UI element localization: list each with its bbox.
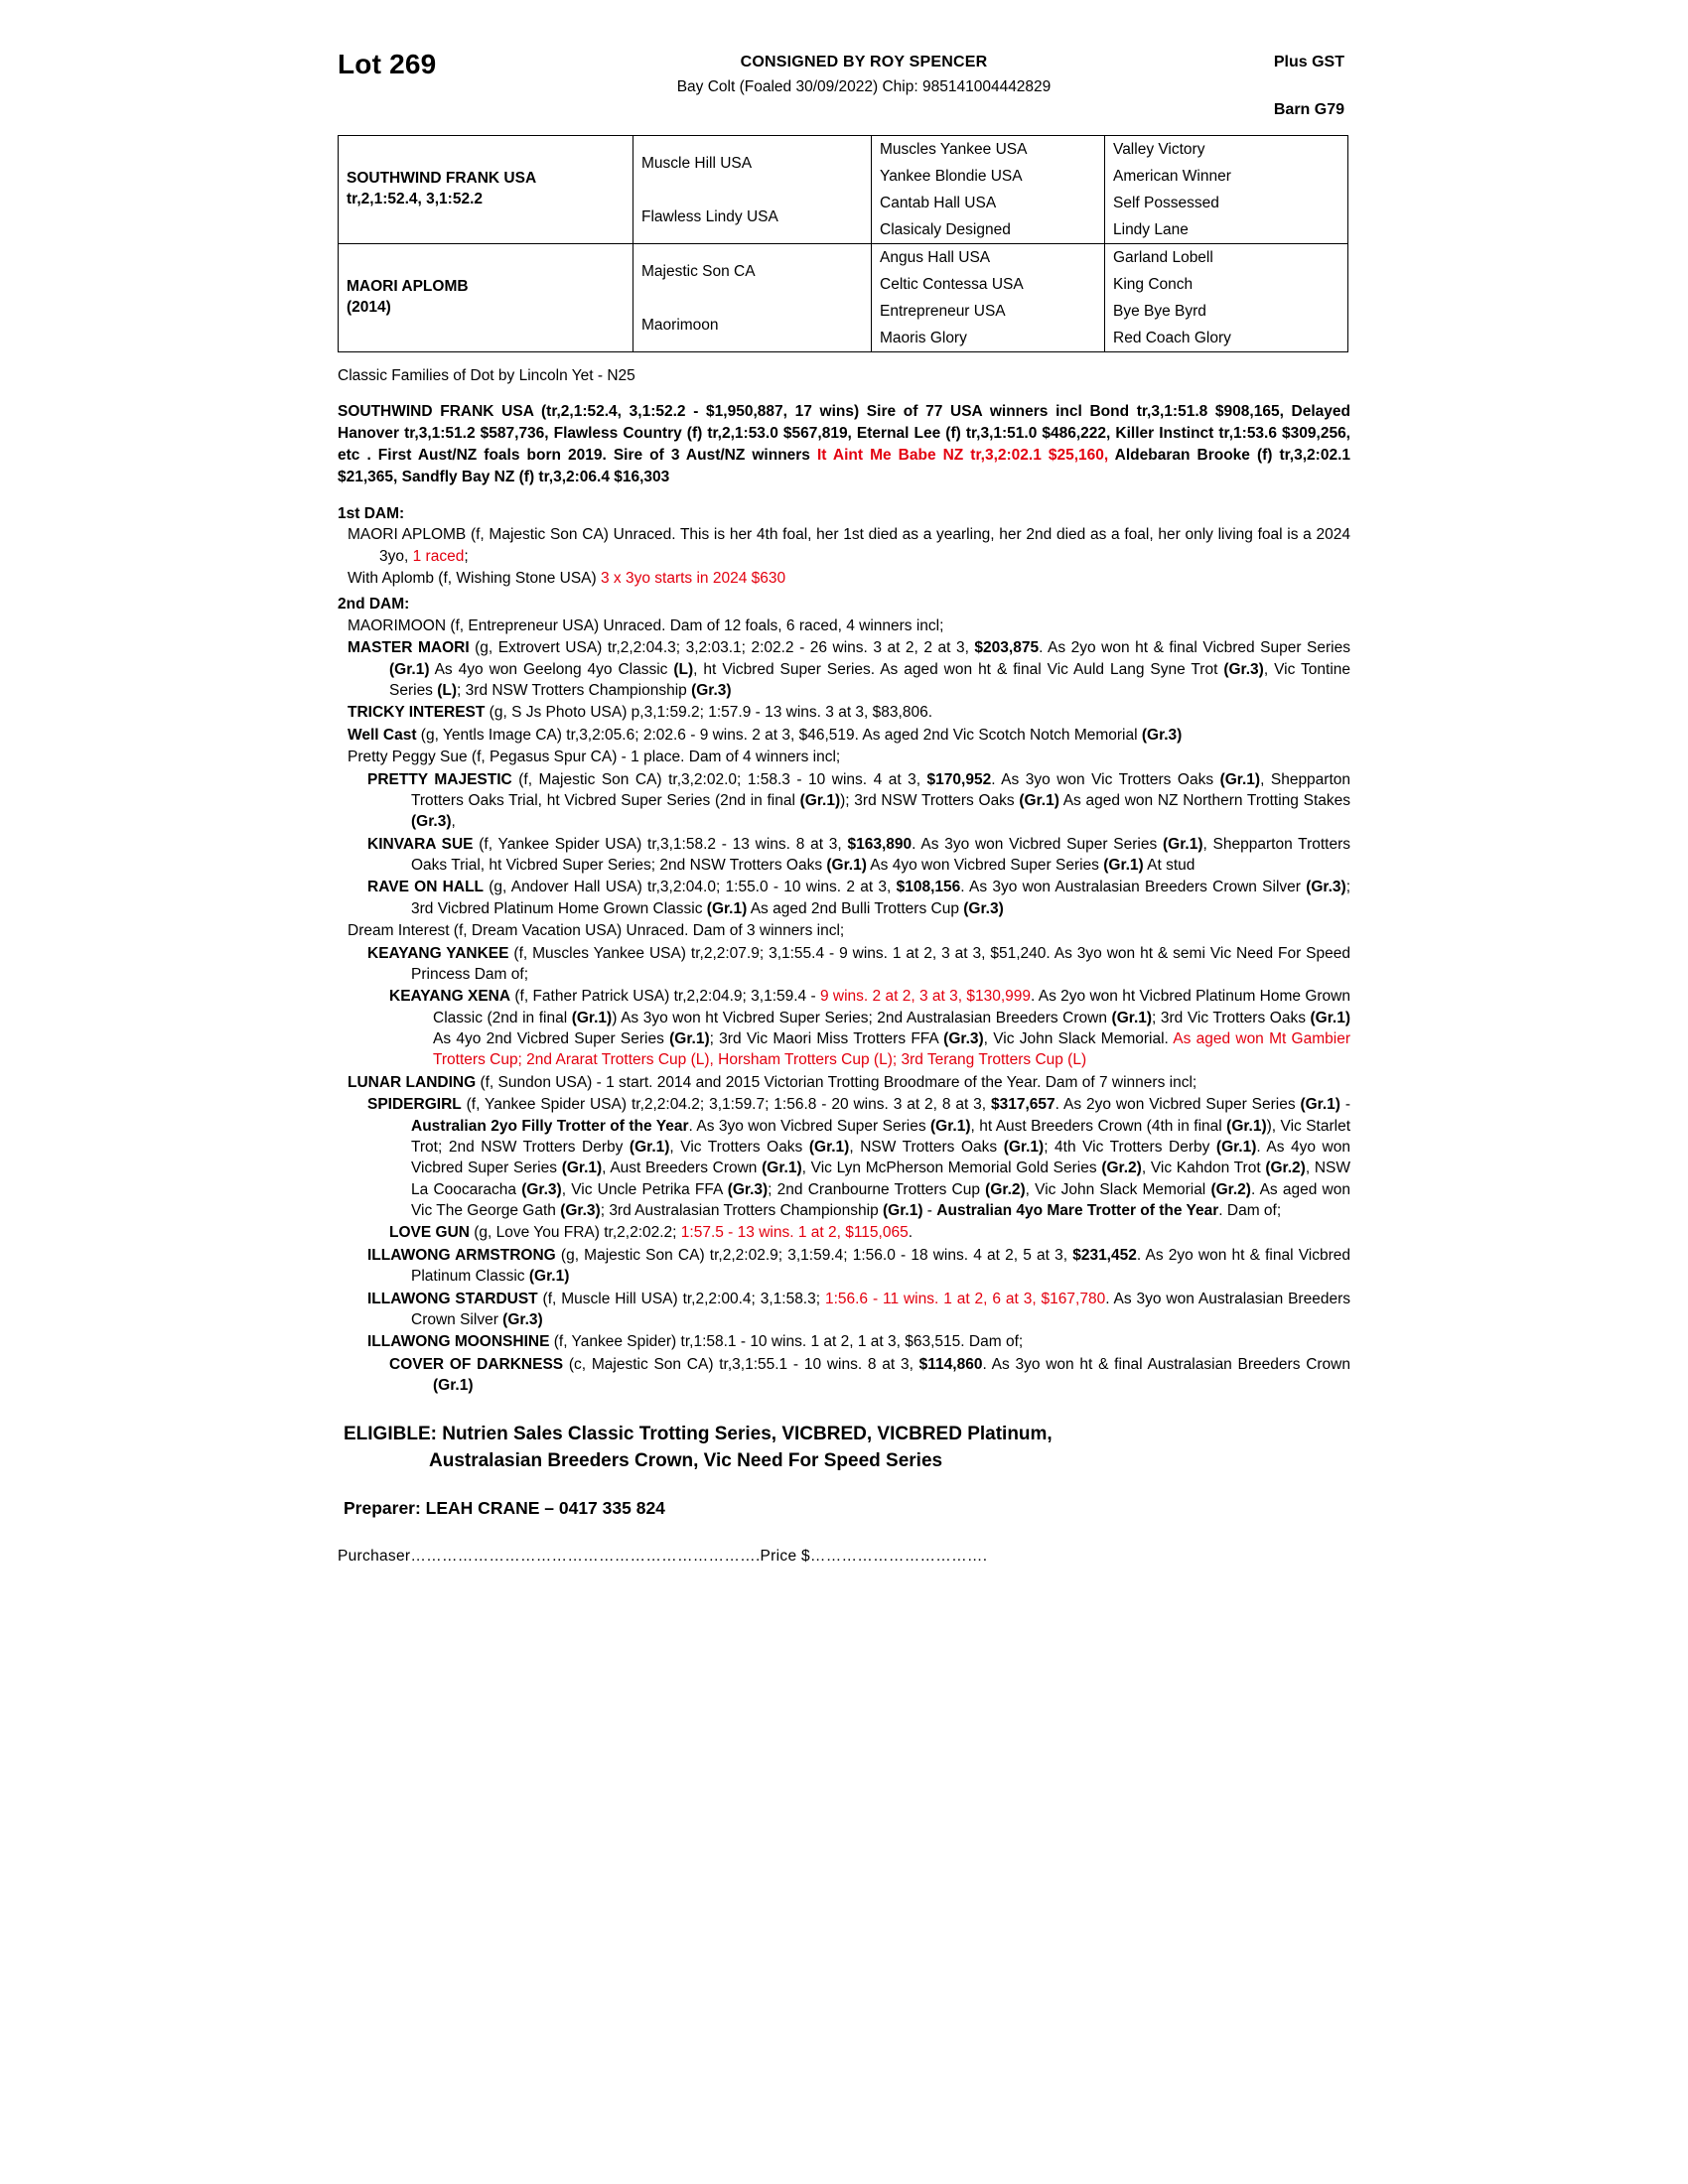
produce-text-rave-on-hall-text_c: ; 3rd Vicbred Platinum Home Grown Classic [411,879,1350,917]
produce-text-spidergirl-text_m: , Vic Kahdon Trot [1141,1160,1266,1177]
produce-grade-spidergirl-bold12: (Gr.2) [1101,1160,1142,1177]
produce-text-keayang-xena-text_e: As 4yo 2nd Vicbred Super Series [433,1030,670,1048]
produce-grade-spidergirl-bold11: (Gr.1) [762,1160,802,1177]
page-header [338,44,1350,135]
first-dam-produce [338,568,1350,589]
barn-label: Barn G79 [1273,101,1344,118]
sire-gen4-1: American Winner [1113,168,1231,185]
dam-gen3-3: Maoris Glory [880,330,967,346]
second-dam-entry: MAORIMOON (f, Entrepreneur USA) Unraced. Dam of 12 foals, 6 raced, 4 winners incl; [348,616,944,634]
produce-text-spidergirl-text_g: , Vic Trotters Oaks [669,1138,809,1156]
produce-name-spidergirl: SPIDERGIRL [367,1096,462,1114]
first-dam-entry [338,524,1350,567]
pedigree-table [338,135,1348,352]
produce-text-spidergirl-text_k: , Aust Breeders Crown [602,1160,763,1177]
pedigree-sire-block [339,136,1347,244]
produce-text-well-cast-text_a: (g, Yentls Image CA) tr,3,2:05.6; 2:02.6 - 9 wins. 2 at 3, $46,519. As aged 2nd Vic Scotch Notch Memorial [416,726,1142,744]
produce-text-master-maori-text_c: As 4yo won Geelong 4yo Classic [429,660,674,678]
produce-name-rave-on-hall: RAVE ON HALL [367,879,485,896]
sire-gen4 [1104,136,1346,243]
produce-text-cover-of-darkness-text_b: . As 3yo won ht & final Australasian Breeders Crown [982,1355,1350,1373]
produce-entry-lunar-landing [338,1072,1350,1093]
with-aplomb-highlight: 3 x 3yo starts in 2024 $630 [600,569,786,587]
produce-entry-illawong-moonshine [338,1331,1350,1352]
dam-name: MAORI APLOMB [347,278,469,296]
plus-gst-label: Plus GST [1273,54,1344,70]
produce-text-dream-interest-text_a: Dream Interest (f, Dream Vacation USA) Unraced. Dam of 3 winners incl; [348,922,845,940]
produce-name-pretty-majestic: PRETTY MAJESTIC [367,770,512,788]
produce-highlight-keayang-xena-red1: 9 wins. 2 at 2, 3 at 3, $130,999 [819,988,1032,1006]
produce-text-kinvara-sue-text_d: As 4yo won Vicbred Super Series [866,857,1104,875]
produce-grade-pretty-majestic-bold5: (Gr.3) [411,813,452,831]
produce-text-rave-on-hall-text_a: (g, Andover Hall USA) tr,3,2:04.0; 1:55.0 - 10 wins. 2 at 3, [484,879,897,896]
produce-grade-kinvara-sue-bold3: (Gr.1) [826,857,867,875]
produce-grade-spidergirl-bold17: (Gr.2) [1210,1180,1251,1198]
produce-text-illawong-stardust-text_a: (f, Muscle Hill USA) tr,2,2:00.4; 3,1:58.3; [537,1290,825,1307]
sire-summary-paragraph [338,401,1350,488]
produce-text-spidergirl-text_a: (f, Yankee Spider USA) tr,2,2:04.2; 3,1:59.7; 1:56.8 - 20 wins. 3 at 2, 8 at 3, [461,1096,992,1114]
produce-grade-master-maori-bold3: (L) [673,660,694,678]
lot-number: Lot 269 [338,49,437,79]
produce-grade-kinvara-sue-bold2: (Gr.1) [1163,835,1203,853]
first-dam-text-a: MAORI APLOMB (f, Majestic Son CA) Unraced. This is her 4th foal, her 1st died as a yearling, her 2nd died as a foal, her only living foal is a 2024 3yo, [348,526,1350,565]
produce-grade-spidergirl-bold15: (Gr.3) [727,1180,769,1198]
produce-grade-rave-on-hall-bold2: (Gr.3) [1306,879,1346,896]
produce-text-illawong-armstrong-text_a: (g, Majestic Son CA) tr,2,2:02.9; 3,1:59.4; 1:56.0 - 18 wins. 4 at 2, 5 at 3, [555,1246,1073,1264]
sire-gen3 [871,136,1104,243]
first-dam-highlight: 1 raced [412,547,465,565]
sire-gen3-0: Muscles Yankee USA [880,141,1028,158]
produce-text-spidergirl-text_n: , NSW La Coocaracha [411,1160,1350,1198]
produce-grade-spidergirl-bold16: (Gr.2) [985,1180,1026,1198]
produce-grade-cover-of-darkness-bold1: $114,860 [918,1355,983,1373]
produce-text-pretty-majestic-text_c: , Shepparton Trotters Oaks Trial, ht Vicbred Super Series (2nd in final [411,770,1351,809]
produce-grade-spidergirl-bold18: (Gr.3) [560,1202,601,1220]
produce-text-spidergirl-text_o: , Vic Uncle Petrika FFA [561,1180,728,1198]
produce-entry-pretty-peggy-sue [338,747,1350,767]
produce-text-spidergirl-text_l: , Vic Lyn McPherson Memorial Gold Series [801,1160,1102,1177]
produce-text-master-maori-text_a: (g, Extrovert USA) tr,2,2:04.3; 3,2:03.1; 2:02.2 - 26 wins. 3 at 2, 2 at 3, [469,639,975,657]
produce-text-spidergirl-text_t: - [922,1202,937,1220]
produce-grade-master-maori-bold4: (Gr.3) [1223,660,1264,678]
produce-grade-spidergirl-bold6: (Gr.1) [629,1138,670,1156]
produce-text-spidergirl-text_b: . As 2yo won Vicbred Super Series [1055,1096,1301,1114]
catalogue-sheet [338,44,1350,1567]
produce-entry-master-maori [338,637,1350,701]
produce-text-keayang-xena-text_b: . As 2yo won ht Vicbred Platinum Home Grown Classic (2nd in final [433,988,1350,1026]
produce-grade-spidergirl-bold9: (Gr.1) [1215,1138,1257,1156]
produce-text-keayang-yankee-text_a: (f, Muscles Yankee USA) tr,2,2:07.9; 3,1:55.4 - 9 wins. 1 at 2, 3 at 3, $51,240. As 3yo won ht & semi Vic Need For Speed Princess Dam of; [411,944,1350,983]
dam-gen4-1: King Conch [1113,276,1194,293]
consignor-line: CONSIGNED BY ROY SPENCER [740,54,988,70]
dam-gen4-3: Red Coach Glory [1113,330,1231,346]
produce-text-spidergirl-text_f: ), Vic Starlet Trot; 2nd NSW Trotters Derby [411,1117,1351,1156]
produce-grade-spidergirl-bold4: (Gr.1) [930,1117,971,1135]
produce-grade-keayang-xena-bold5: (Gr.1) [669,1030,710,1048]
produce-text-spidergirl-text_q: , Vic John Slack Memorial [1025,1180,1211,1198]
produce-grade-spidergirl-bold5: (Gr.1) [1226,1117,1267,1135]
produce-grade-master-maori-bold2: (Gr.1) [389,660,430,678]
sire-summary-highlight: It Aint Me Babe NZ tr,3,2:02.1 $25,160, [816,446,1109,464]
first-dam-heading: 1st DAM: [338,504,405,522]
produce-list [338,637,1350,1396]
produce-text-pretty-majestic-text_f: , [451,813,456,831]
dam-year: (2014) [347,299,391,316]
produce-text-master-maori-text_f: ; 3rd NSW Trotters Championship [457,682,692,700]
produce-grade-illawong-armstrong-bold1: $231,452 [1072,1246,1137,1264]
sire-record: tr,2,1:52.4, 3,1:52.2 [347,191,484,207]
produce-text-spidergirl-text_d: . As 3yo won Vicbred Super Series [688,1117,930,1135]
produce-grade-pretty-majestic-bold2: (Gr.1) [1219,770,1261,788]
produce-text-spidergirl-text_e: , ht Aust Breeders Crown (4th in final [970,1117,1227,1135]
sire-gen4-0: Valley Victory [1113,141,1205,158]
sire-gen2 [633,136,871,243]
produce-grade-spidergirl-bold1: $317,657 [991,1096,1055,1114]
produce-highlight-keayang-xena-red2: As aged won Mt Gambier Trotters Cup; 2nd Ararat Trotters Cup (L), Horsham Trotters Cup (L); 3rd Terang Trotters Cup (L) [433,1030,1350,1069]
produce-entry-illawong-armstrong [338,1245,1350,1288]
produce-name-illawong-stardust: ILLAWONG STARDUST [367,1290,538,1307]
produce-entry-well-cast [338,725,1350,746]
produce-text-spidergirl-text_h: , NSW Trotters Oaks [849,1138,1004,1156]
produce-grade-kinvara-sue-bold1: $163,890 [847,835,913,853]
produce-text-cover-of-darkness-text_a: (c, Majestic Son CA) tr,3,1:55.1 - 10 wins. 8 at 3, [563,1355,919,1373]
produce-text-rave-on-hall-text_d: As aged 2nd Bulli Trotters Cup [747,899,964,917]
dam-gen4-2: Bye Bye Byrd [1113,303,1206,320]
dam-gen3 [871,244,1104,351]
produce-text-spidergirl-text_c: - [1339,1096,1351,1114]
produce-grade-spidergirl-bold8: (Gr.1) [1003,1138,1045,1156]
first-dam-text-b: ; [464,547,469,565]
produce-grade-keayang-xena-bold3: (Gr.1) [1111,1009,1153,1026]
produce-text-kinvara-sue-text_b: . As 3yo won Vicbred Super Series [912,835,1163,853]
produce-text-pretty-peggy-sue-text_a: Pretty Peggy Sue (f, Pegasus Spur CA) - 1 place. Dam of 4 winners incl; [348,749,841,766]
produce-entry-dream-interest [338,920,1350,941]
produce-name-illawong-moonshine: ILLAWONG MOONSHINE [367,1333,550,1351]
with-aplomb-text: With Aplomb (f, Wishing Stone USA) [348,569,601,587]
produce-text-kinvara-sue-text_a: (f, Yankee Spider USA) tr,3,1:58.2 - 13 wins. 8 at 3, [473,835,848,853]
produce-name-love-gun: LOVE GUN [389,1224,470,1242]
produce-text-pretty-majestic-text_e: As aged won NZ Northern Trotting Stakes [1058,791,1350,809]
produce-text-master-maori-text_b: . As 2yo won ht & final Vicbred Super Series [1039,639,1350,657]
produce-entry-love-gun [338,1222,1350,1243]
produce-text-spidergirl-text_p: ; 2nd Cranbourne Trotters Cup [768,1180,986,1198]
produce-text-illawong-armstrong-text_b: . As 2yo won ht & final Vicbred Platinum Classic [411,1246,1351,1286]
dam-gen2-1: Maorimoon [641,316,719,334]
produce-name-keayang-yankee: KEAYANG YANKEE [367,944,509,962]
eligible-block [338,1422,1350,1475]
dam-cell [339,244,633,351]
eligible-line-2: Australasian Breeders Crown, Vic Need For Speed Series [429,1450,943,1472]
produce-grade-spidergirl-bold7: (Gr.1) [808,1138,850,1156]
sire-summary-part2: Aldebaran Brooke (f) tr,3,2:02.1 $21,365, Sandfly Bay NZ (f) tr,3,2:06.4 $16,303 [338,446,1350,485]
produce-grade-pretty-majestic-bold3: (Gr.1) [799,791,841,809]
produce-name-lunar-landing: LUNAR LANDING [348,1073,477,1091]
produce-highlight-love-gun-red1: 1:57.5 - 13 wins. 1 at 2, $115,065 [680,1224,909,1242]
produce-entry-keayang-yankee [338,943,1350,986]
produce-text-kinvara-sue-text_e: At stud [1143,857,1196,875]
produce-grade-rave-on-hall-bold4: (Gr.3) [963,899,1004,917]
produce-entry-kinvara-sue [338,834,1350,877]
produce-text-illawong-stardust-text_b: . As 3yo won Australasian Breeders Crown Silver [411,1290,1350,1328]
produce-name-cover-of-darkness: COVER OF DARKNESS [389,1355,564,1373]
produce-grade-master-maori-bold5: (L) [437,682,458,700]
foaling-details: Bay Colt (Foaled 30/09/2022) Chip: 985141004442829 [676,78,1052,95]
dam-gen2 [633,244,871,351]
produce-text-love-gun-text_b: . [908,1224,914,1242]
produce-grade-rave-on-hall-bold3: (Gr.1) [706,899,748,917]
produce-text-lunar-landing-text_a: (f, Sundon USA) - 1 start. 2014 and 2015 Victorian Trotting Broodmare of the Year. Dam of 7 winners incl; [476,1073,1197,1091]
produce-entry-cover-of-darkness [338,1354,1350,1397]
produce-name-kinvara-sue: KINVARA SUE [367,835,474,853]
produce-grade-cover-of-darkness-bold2: (Gr.1) [433,1377,474,1395]
produce-text-illawong-moonshine-text_a: (f, Yankee Spider) tr,1:58.1 - 10 wins. 1 at 2, 1 at 3, $63,515. Dam of; [549,1333,1024,1351]
produce-name-illawong-armstrong: ILLAWONG ARMSTRONG [367,1246,556,1264]
produce-text-master-maori-text_d: , ht Vicbred Super Series. As aged won ht & final Vic Auld Lang Syne Trot [693,660,1224,678]
produce-grade-spidergirl-bold19: (Gr.1) [883,1202,923,1220]
produce-text-keayang-xena-text_f: ; 3rd Vic Maori Miss Trotters FFA [709,1030,944,1048]
produce-grade-spidergirl-bold3: Australian 2yo Filly Trotter of the Year [411,1117,689,1135]
sire-gen4-2: Self Possessed [1113,195,1219,211]
produce-grade-master-maori-bold1: $203,875 [974,639,1040,657]
produce-grade-spidergirl-bold13: (Gr.2) [1265,1160,1306,1177]
preparer-line: Preparer: LEAH CRANE – 0417 335 824 [344,1498,665,1519]
produce-grade-pretty-majestic-bold4: (Gr.1) [1019,791,1059,809]
produce-grade-pretty-majestic-bold1: $170,952 [926,770,992,788]
produce-text-tricky-interest-text_a: (g, S Js Photo USA) p,3,1:59.2; 1:57.9 - 13 wins. 3 at 3, $83,806. [485,704,933,722]
produce-text-pretty-majestic-text_b: . As 3yo won Vic Trotters Oaks [991,770,1220,788]
produce-grade-spidergirl-bold10: (Gr.1) [561,1160,603,1177]
produce-grade-master-maori-bold6: (Gr.3) [691,682,732,700]
purchaser-line: Purchaser………………………………………………………….Price $……………………………. [338,1547,988,1565]
produce-text-rave-on-hall-text_b: . As 3yo won Australasian Breeders Crown Silver [960,879,1307,896]
produce-entry-rave-on-hall [338,877,1350,919]
produce-text-keayang-xena-text_c: ) As 3yo won ht Vicbred Super Series; 2nd Australasian Breeders Crown [612,1009,1112,1026]
sire-cell [339,136,633,243]
produce-grade-illawong-stardust-bold2: (Gr.3) [502,1310,543,1328]
produce-text-spidergirl-text_s: ; 3rd Australasian Trotters Championship [600,1202,884,1220]
produce-grade-illawong-armstrong-bold2: (Gr.1) [528,1268,570,1286]
pedigree-dam-block [339,244,1347,351]
produce-grade-spidergirl-bold14: (Gr.3) [521,1180,562,1198]
produce-entry-keayang-xena [338,986,1350,1071]
sire-gen3-2: Cantab Hall USA [880,195,997,211]
produce-grade-well-cast-bold1: (Gr.3) [1141,726,1183,744]
dam-gen4 [1104,244,1346,351]
dam-gen3-0: Angus Hall USA [880,249,991,266]
produce-grade-rave-on-hall-bold1: $108,156 [896,879,961,896]
sire-gen4-3: Lindy Lane [1113,221,1189,238]
produce-entry-spidergirl [338,1094,1350,1221]
dam-gen3-2: Entrepreneur USA [880,303,1006,320]
produce-text-pretty-majestic-text_d: ); 3rd NSW Trotters Oaks [840,791,1020,809]
sire-summary-part1: SOUTHWIND FRANK USA (tr,2,1:52.4, 3,1:52.2 - $1,950,887, 17 wins) Sire of 77 USA winners incl Bond tr,3,1:51.8 $908,165, Delayed Hanover tr,3,1:51.2 $587,736, Flawless Country (f) tr,2,1:53.0 $567,819, Eternal Lee (f) tr,3,1:51.0 $486,222, Killer Instinct tr,1:53.6 $309,256, etc . First Aust/NZ foals born 2019. Sire of 3 Aust/NZ winners [338,402,1350,464]
produce-entry-pretty-majestic [338,769,1350,833]
produce-text-keayang-xena-text_g: , Vic John Slack Memorial. [983,1030,1174,1048]
produce-text-keayang-xena-text_a: (f, Father Patrick USA) tr,2,2:04.9; 3,1:59.4 - [510,988,820,1006]
produce-name-master-maori: MASTER MAORI [348,639,470,657]
produce-grade-keayang-xena-bold2: (Gr.1) [571,1009,613,1026]
produce-name-keayang-xena: KEAYANG XENA [389,988,511,1006]
sire-gen2-1: Flawless Lindy USA [641,207,778,225]
sire-name: SOUTHWIND FRANK USA [347,170,537,188]
produce-grade-spidergirl-bold20: Australian 4yo Mare Trotter of the Year [936,1202,1219,1220]
produce-text-spidergirl-text_u: . Dam of; [1218,1202,1282,1220]
second-dam-heading: 2nd DAM: [338,596,410,614]
produce-grade-kinvara-sue-bold4: (Gr.1) [1103,857,1144,875]
produce-grade-keayang-xena-bold6: (Gr.3) [943,1030,984,1048]
produce-entry-tricky-interest [338,702,1350,723]
produce-text-master-maori-text_e: , Vic Tontine Series [389,660,1350,700]
produce-text-spidergirl-text_r: . As aged won Vic The George Gath [411,1180,1350,1220]
produce-highlight-illawong-stardust-red1: 1:56.6 - 11 wins. 1 at 2, 6 at 3, $167,780 [824,1290,1106,1307]
produce-grade-keayang-xena-bold4: (Gr.1) [1310,1009,1350,1026]
dam-gen3-1: Celtic Contessa USA [880,276,1024,293]
eligible-line-1: ELIGIBLE: Nutrien Sales Classic Trotting Series, VICBRED, VICBRED Platinum, [344,1424,1053,1445]
produce-text-pretty-majestic-text_a: (f, Majestic Son CA) tr,3,2:02.0; 1:58.3 - 10 wins. 4 at 3, [511,770,927,788]
dam-gen4-0: Garland Lobell [1113,249,1213,266]
produce-name-tricky-interest: TRICKY INTEREST [348,704,486,722]
produce-text-kinvara-sue-text_c: , Shepparton Trotters Oaks Trial, ht Vicbred Super Series; 2nd NSW Trotters Oaks [411,835,1350,875]
dam-gen2-0: Majestic Son CA [641,262,756,280]
sire-gen3-3: Clasicaly Designed [880,221,1011,238]
produce-text-keayang-xena-text_d: ; 3rd Vic Trotters Oaks [1152,1009,1311,1026]
produce-text-spidergirl-text_j: . As 4yo won Vicbred Super Series [411,1138,1350,1177]
produce-text-spidergirl-text_i: ; 4th Vic Trotters Derby [1044,1138,1216,1156]
sire-gen3-1: Yankee Blondie USA [880,168,1023,185]
produce-grade-spidergirl-bold2: (Gr.1) [1300,1096,1340,1114]
sire-gen2-0: Muscle Hill USA [641,154,753,172]
produce-text-love-gun-text_a: (g, Love You FRA) tr,2,2:02.2; [469,1224,681,1242]
produce-entry-illawong-stardust [338,1289,1350,1331]
classic-families-line: Classic Families of Dot by Lincoln Yet - N25 [338,367,635,384]
produce-name-well-cast: Well Cast [348,726,417,744]
